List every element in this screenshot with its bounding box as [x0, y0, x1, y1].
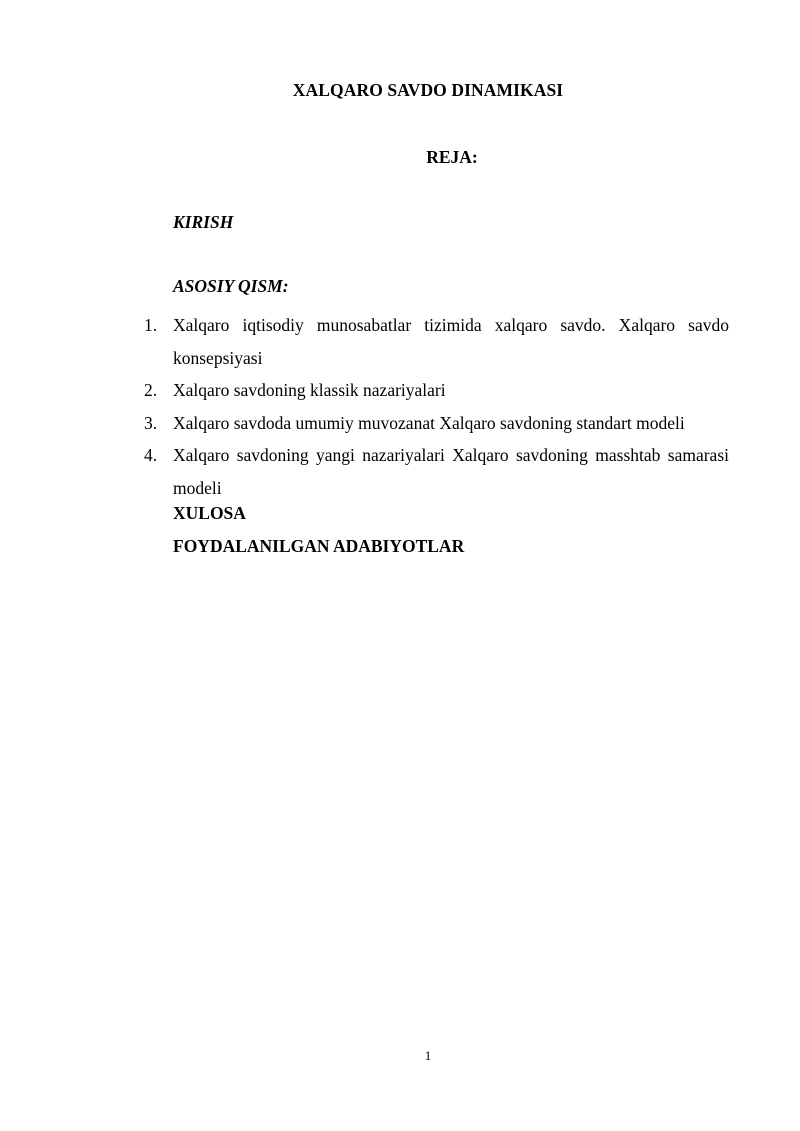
- plan-item-4: [144, 439, 729, 504]
- plan-item-number: 2.: [144, 380, 158, 400]
- document-title: XALQARO SAVDO DINAMIKASI: [292, 80, 564, 100]
- plan-item-number: 3.: [144, 412, 158, 433]
- plan-item-text: Xalqaro savdoda umumiy muvozanat Xalqaro savdoning standart modeli: [173, 412, 685, 433]
- references-heading: FOYDALANILGAN ADABIYOTLAR: [173, 536, 465, 556]
- plan-item-number: 1.: [144, 315, 158, 335]
- plan-item-text: Xalqaro iqtisodiy munosabatlar tizimida xalqaro savdo. Xalqaro savdo konsepsiyasi: [173, 315, 729, 368]
- plan-item-text: Xalqaro savdoning yangi nazariyalari Xalqaro savdoning masshtab samarasi modeli: [173, 445, 729, 498]
- plan-list: [144, 309, 729, 504]
- conclusion-heading: XULOSA: [173, 503, 246, 523]
- plan-item-1: [144, 309, 729, 374]
- plan-item-text: Xalqaro savdoning klassik nazariyalari: [173, 380, 446, 400]
- main-part-heading: ASOSIY QISM:: [173, 276, 289, 296]
- intro-heading: KIRISH: [173, 212, 234, 232]
- plan-item-2: [144, 374, 729, 407]
- page-number: 1: [424, 1048, 432, 1063]
- plan-item-3: [144, 407, 729, 440]
- plan-item-number: 4.: [144, 445, 158, 465]
- plan-heading: REJA:: [426, 147, 478, 167]
